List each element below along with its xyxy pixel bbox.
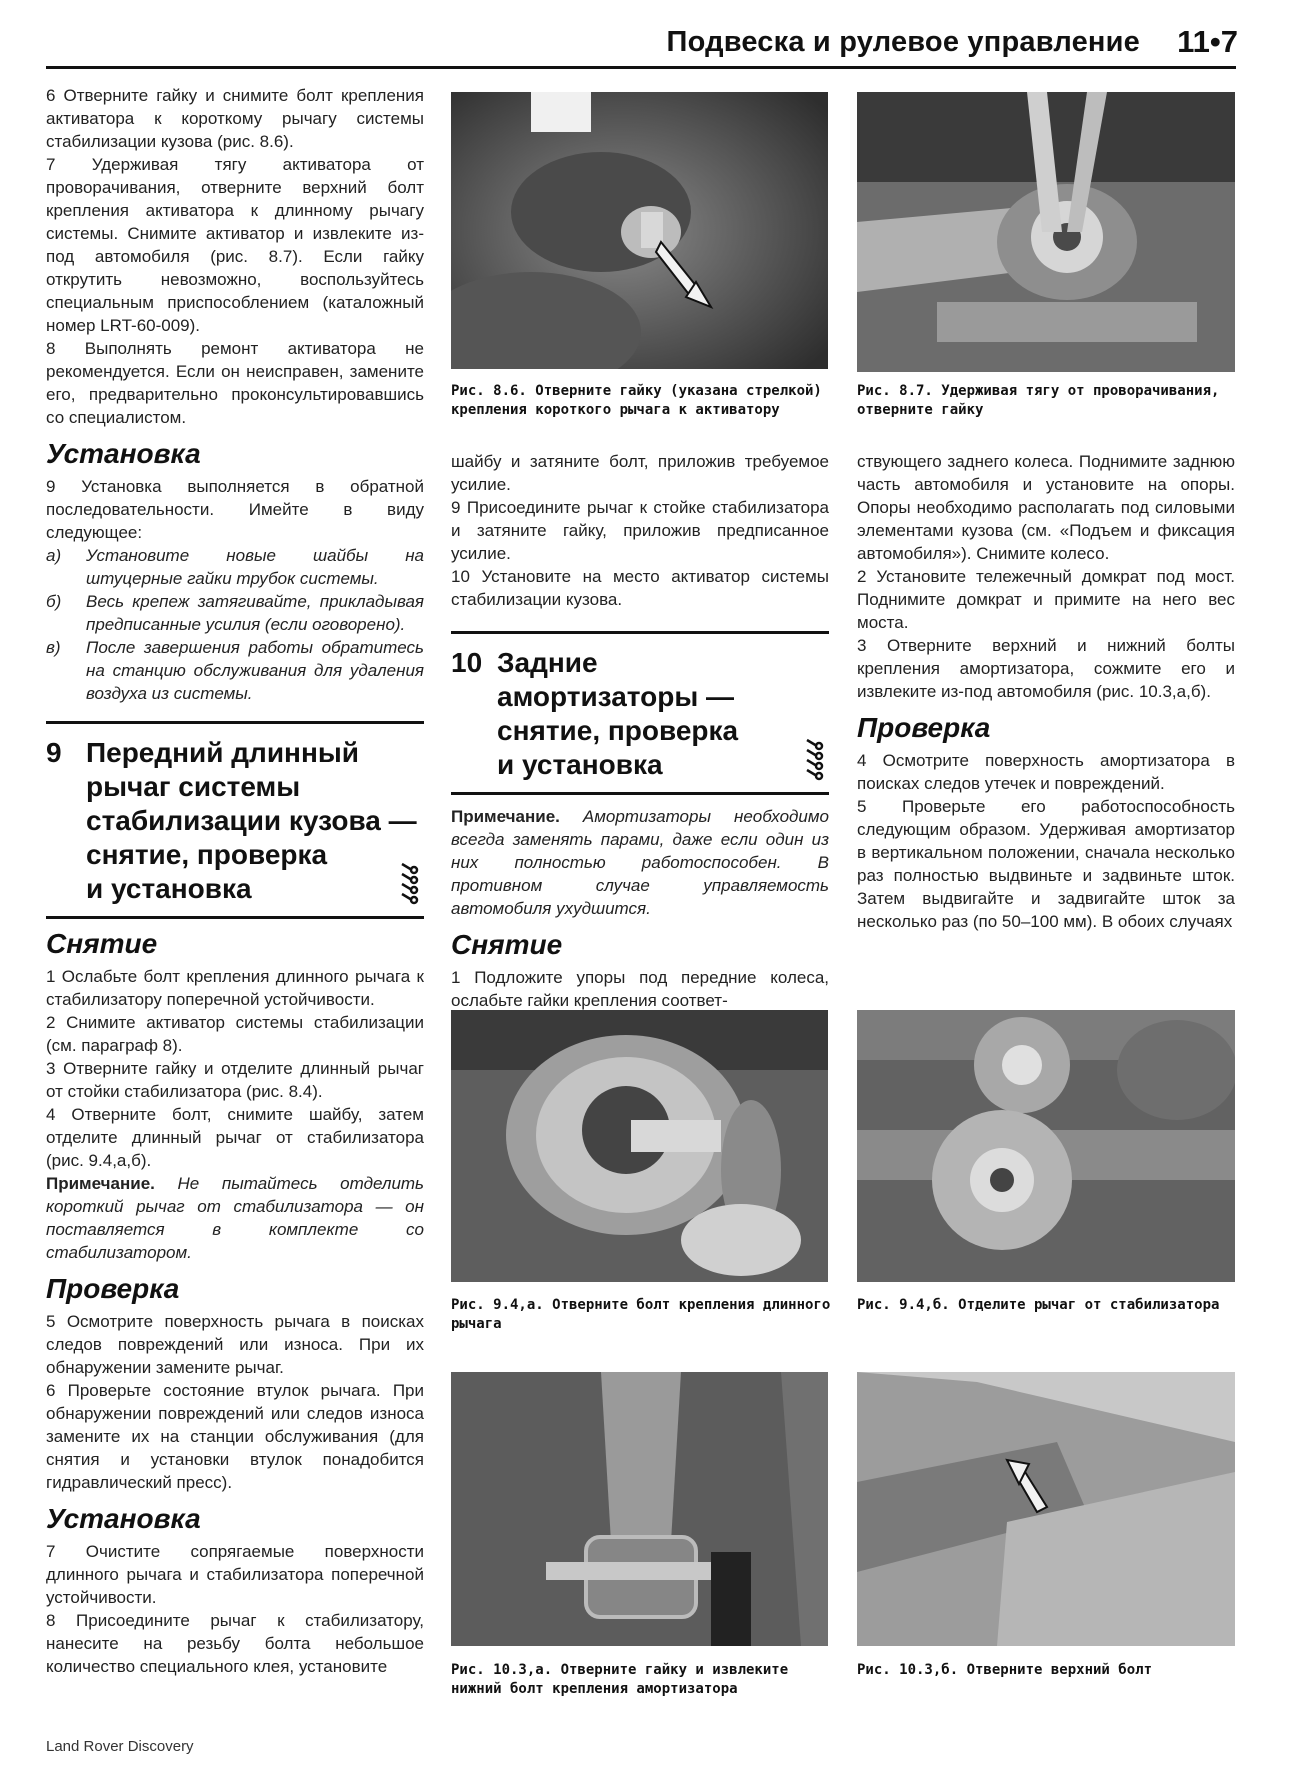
section-title-line: Передний длинный <box>86 737 359 768</box>
section-title-line: Задние <box>497 647 598 678</box>
section-9-heading <box>46 721 424 919</box>
paragraph: шайбу и затяните болт, приложив требуемое усилие. <box>451 452 829 494</box>
difficulty-spanner-icon <box>398 858 420 908</box>
caption-fig-8-7: Рис. 8.7. Удерживая тягу от проворачивания, отверните гайку <box>857 383 1220 418</box>
photo-fig-10-3a <box>451 1372 828 1646</box>
caption-fig-10-3b: Рис. 10.3,б. Отверните верхний болт <box>857 1662 1153 1678</box>
subheading-install: Установка <box>46 1503 201 1534</box>
paragraph: 4 Осмотрите поверхность амортизатора в поисках следов утечек и повреждений. <box>857 751 1235 793</box>
note <box>46 1172 424 1264</box>
paragraph: 9 Установка выполняется в обратной последовательности. Имейте в виду следующее: <box>46 477 424 542</box>
list-marker: а) <box>46 546 62 565</box>
subheading-install: Установка <box>46 438 201 469</box>
note <box>451 805 829 920</box>
column-left <box>46 84 424 1678</box>
list-item <box>46 590 424 636</box>
section-number: 10 <box>451 647 483 678</box>
section-title-line: стабилизации кузова — <box>86 805 417 836</box>
list-item <box>46 544 424 590</box>
list-marker: б) <box>46 592 62 611</box>
paragraph: 5 Осмотрите поверхность рычага в поисках следов повреждений или износа. При их обнаружении замените рычаг. <box>46 1312 424 1377</box>
paragraph: 5 Проверьте его работоспособность следующим образом. Удерживая амортизатор в вертикальном положении, сначала несколько раз полностью выдвиньте и задвиньте шток. Затем выдвигайте и задвигайте шток за несколько раз (по 50–100 мм). В обоих случаях <box>857 797 1235 931</box>
note-label: Примечание. <box>46 1174 155 1193</box>
subheading-removal: Снятие <box>46 928 158 959</box>
paragraph: 1 Подложите упоры под передние колеса, ослабьте гайки крепления соответ- <box>451 968 829 1010</box>
header-title: Подвеска и рулевое управление <box>666 26 1140 58</box>
note-text: Не пытайтесь отделить короткий рычаг от стабилизатора — он поставляется в комплекте со стабилизатором. <box>46 1174 424 1262</box>
paragraph: 9 Присоедините рычаг к стойке стабилизатора и затяните гайку, приложив предписанное усилие. <box>451 498 829 563</box>
subheading-check: Проверка <box>46 1273 180 1304</box>
paragraph: 2 Установите тележечный домкрат под мост. Поднимите домкрат и примите на него вес моста. <box>857 567 1235 632</box>
paragraph: 3 Отверните верхний и нижний болты крепления амортизатора, сожмите его и извлеките из-под автомобиля (рис. 10.3,а,б). <box>857 636 1235 701</box>
photo-fig-8-6 <box>451 92 828 369</box>
subheading-removal: Снятие <box>451 929 563 960</box>
difficulty-spanner-icon <box>803 734 825 784</box>
header-rule <box>46 66 1236 69</box>
paragraph: 1 Ослабьте болт крепления длинного рычага к стабилизатору поперечной устойчивости. <box>46 967 424 1009</box>
page-number: 11•7 <box>1177 24 1238 59</box>
list-text: Весь крепеж затягивайте, прикладывая предписанные усилия (если оговорено). <box>86 592 424 634</box>
photo-fig-9-4b <box>857 1010 1235 1282</box>
paragraph: 10 Установите на место активатор системы стабилизации кузова. <box>451 567 829 609</box>
section-title-line: рычаг системы <box>86 771 301 802</box>
list-text: После завершения работы обратитесь на станцию обслуживания для удаления воздуха из системы. <box>86 638 424 703</box>
section-title-line: снятие, проверка <box>497 715 739 746</box>
caption-fig-8-6: Рис. 8.6. Отверните гайку (указана стрелкой) крепления короткого рычага к активатору <box>451 383 822 418</box>
paragraph: 3 Отверните гайку и отделите длинный рычаг от стойки стабилизатора (рис. 8.4). <box>46 1059 424 1101</box>
photo-fig-8-7 <box>857 92 1235 372</box>
caption-fig-9-4a: Рис. 9.4,а. Отверните болт крепления длинного рычага <box>451 1297 831 1332</box>
note-text: Амортизаторы необходимо всегда заменять парами, даже если один из них полностью работоспособен. В противном случае управляемость автомобиля ухудшится. <box>451 807 829 918</box>
section-number: 9 <box>46 737 62 768</box>
caption-fig-9-4b: Рис. 9.4,б. Отделите рычаг от стабилизатора <box>857 1297 1220 1313</box>
paragraph: 8 Присоедините рычаг к стабилизатору, нанесите на резьбу болта небольшое количество специального клея, установите <box>46 1611 424 1676</box>
paragraph: 4 Отверните болт, снимите шайбу, затем отделите длинный рычаг от стабилизатора (рис. 9.4,а,б). <box>46 1105 424 1170</box>
paragraph: ствующего заднего колеса. Поднимите заднюю часть автомобиля и установите на опоры. Опоры необходимо располагать под силовыми элементами кузова (см. «Подъем и фиксация автомобиля»). Снимите колесо. <box>857 452 1235 563</box>
section-title-line: и установка <box>86 873 252 904</box>
column-middle <box>451 450 829 1012</box>
caption-fig-10-3a: Рис. 10.3,а. Отверните гайку и извлеките нижний болт крепления амортизатора <box>451 1662 789 1697</box>
paragraph: 7 Очистите сопрягаемые поверхности длинного рычага и стабилизатора поперечной устойчивости. <box>46 1542 424 1607</box>
paragraph: 2 Снимите активатор системы стабилизации (см. параграф 8). <box>46 1013 424 1055</box>
paragraph: 6 Отверните гайку и снимите болт крепления активатора к короткому рычагу системы стабилизации кузова (рис. 8.6). <box>46 86 424 151</box>
section-10-heading <box>451 631 829 795</box>
column-right <box>857 450 1235 933</box>
note-label: Примечание. <box>451 807 560 826</box>
subheading-check: Проверка <box>857 712 991 743</box>
list-text: Установите новые шайбы на штуцерные гайки трубок системы. <box>86 546 424 588</box>
paragraph: 7 Удерживая тягу активатора от проворачивания, отверните верхний болт крепления активатора к длинному рычагу системы. Снимите активатор и извлеките из-под автомобиля (рис. 8.7). Если гайку открутить невозможно, воспользуйтесь специальным приспособлением (каталожный номер LRT-60-009). <box>46 155 424 335</box>
list-item <box>46 636 424 705</box>
list-marker: в) <box>46 638 61 657</box>
section-title-line: снятие, проверка <box>86 839 328 870</box>
photo-fig-9-4a <box>451 1010 828 1282</box>
footer-book-title: Land Rover Discovery <box>46 1738 194 1755</box>
photo-fig-10-3b <box>857 1372 1235 1646</box>
paragraph: 6 Проверьте состояние втулок рычага. При обнаружении повреждений или следов износа замените их на станции обслуживания (для снятия и установки втулок понадобится гидравлический пресс). <box>46 1381 424 1492</box>
paragraph: 8 Выполнять ремонт активатора не рекомендуется. Если он неисправен, замените его, предварительно проконсультировавшись со специалистом. <box>46 339 424 427</box>
section-title-line: амортизаторы — <box>497 681 735 712</box>
section-title-line: и установка <box>497 749 663 780</box>
